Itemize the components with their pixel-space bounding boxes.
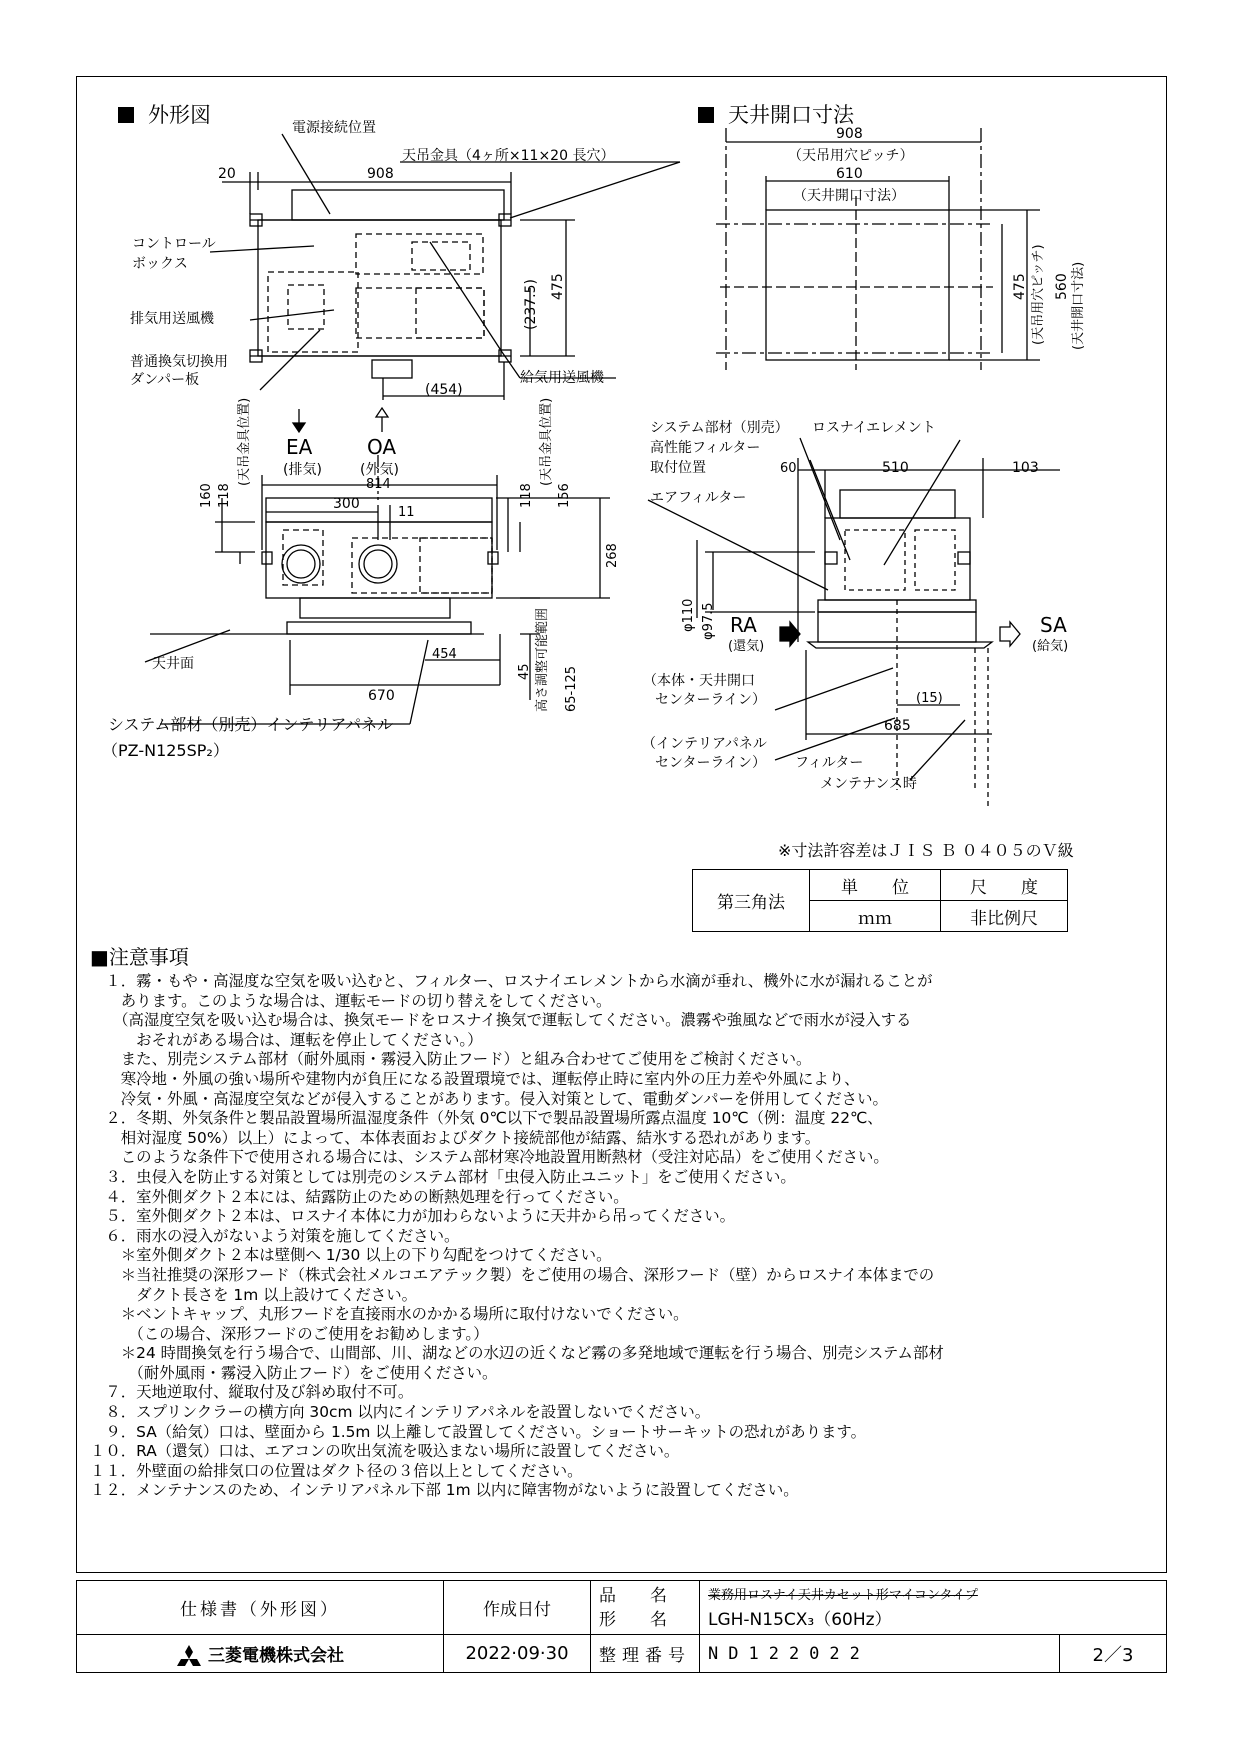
model-number: LGH-N15CX₃（60Hz） (708, 1609, 892, 1630)
outline-section-title: 外形図 (118, 99, 211, 129)
notes-title: ■注意事項 (90, 945, 189, 969)
ceiling-opening-section-title: 天井開口寸法 (698, 99, 854, 129)
dim-300: 300 (333, 496, 360, 512)
hanger-position-right: (天吊金具位置) (539, 397, 554, 486)
supply-fan-label: 給気用送風機 (520, 370, 604, 386)
company-name: 三菱電機株式会社 (208, 1645, 344, 1666)
ceiling-face-label: 天井面 (152, 656, 194, 672)
note-line: １２．メンテナンスのため、インテリアパネル下部 1m 以内に障害物がないように設置してください。 (90, 1481, 799, 1500)
reference-number-label: 整理番号 (591, 1635, 700, 1673)
note-line: ５．室外側ダクト２本は、ロスナイ本体に力が加わらないように天井から吊ってください。 (90, 1207, 736, 1226)
height-range: 65-125 (564, 665, 579, 712)
note-line: ３．虫侵入を防止する対策としては別売のシステム部材「虫侵入防止ユニット」をご使用ください。 (90, 1167, 796, 1186)
lossnay-element-label: ロスナイエレメント (812, 420, 936, 436)
scale-label: 尺 度 (941, 870, 1068, 901)
exhaust-fan-label: 排気用送風機 (130, 311, 214, 327)
product-name-label: 品 名 (599, 1585, 667, 1606)
note-line: ＊室外側ダクト２本は壁側へ 1/30 以上の下り勾配をつけてください。 (90, 1246, 612, 1265)
note-line: ＊24 時間換気を行う場合で、山間部、川、湖などの水辺の近くなど霧の多発地域で運転を行う場合、別売システム部材 (90, 1344, 944, 1363)
unit-value: ｍｍ (810, 901, 941, 932)
note-line: 冷気・外風・高湿度空気などが侵入することがあります。侵入対策として、電動ダンパーを併用してください。 (90, 1089, 888, 1108)
note-line: （この場合、深形フードのご使用をお勧めします。） (90, 1324, 489, 1343)
dim-160: 160 (199, 483, 214, 508)
ea-label: EA (286, 435, 313, 459)
opening-pitch-v: (天吊用穴ピッチ) (1031, 244, 1046, 345)
notes-list (90, 972, 1160, 1501)
filter-maint-label-2: メンテナンス時 (820, 776, 917, 792)
dim-11: 11 (398, 505, 415, 520)
unit-label: 単 位 (810, 870, 941, 901)
note-line: このような条件下で使用される場合には、システム部材寒冷地設置用断熱材（受注対応品）をご使用ください。 (90, 1148, 889, 1167)
note-line: おそれがある場合は、運転を停止してください。） (90, 1030, 483, 1049)
dim-685: 685 (884, 718, 911, 734)
note-line: ７．天地逆取付、縦取付及び斜め取付不可。 (90, 1383, 414, 1402)
note-line: また、別売システム部材（耐外風雨・霧浸入防止フード）と組み合わせてご使用をご検討ください。 (90, 1050, 812, 1069)
note-line: 寒冷地・外風の強い場所や建物内が負圧になる設置環境では、運転停止時に室内外の圧力差や外風により、 (90, 1069, 860, 1088)
note-line: ダクト長さを 1m 以上設けてください。 (90, 1285, 417, 1304)
air-filter-label: エアフィルター (650, 490, 747, 506)
dim-15: (15) (916, 691, 943, 706)
note-line: ６．雨水の浸入がないよう対策を施してください。 (90, 1226, 460, 1245)
dim-20: 20 (218, 166, 236, 182)
hanger-position-left: (天吊金具位置) (237, 397, 252, 486)
note-line: ＊当社推奨の深形フード（株式会社メルコエアテック製）をご使用の場合、深形フード（壁）からロスナイ本体までの (90, 1265, 935, 1284)
dim-103: 103 (1012, 460, 1039, 476)
note-line: １．霧・もや・高湿度な空気を吸い込むと、フィルター、ロスナイエレメントから水滴が垂れ、機外に水が漏れることが (90, 972, 933, 990)
opening-908: 908 (836, 126, 863, 142)
projection-method: 第三角法 (693, 870, 810, 932)
dim-454-paren: (454) (425, 382, 463, 398)
product-values (700, 1581, 1167, 1635)
dim-814: 814 (366, 477, 391, 492)
scale-value: 非比例尺 (941, 901, 1068, 932)
hanger-label: 天吊金具（4ヶ所×11×20 長穴） (402, 148, 615, 164)
dim-510: 510 (882, 460, 909, 476)
opening-560: 560 (1054, 273, 1070, 300)
product-name: 業務用ロスナイ天井カセット形マイコンタイプ (708, 1587, 978, 1603)
ea-sub-label: (排気) (283, 462, 322, 478)
opening-pitch-h: （天吊用穴ピッチ） (788, 148, 914, 164)
note-line: １０．RA（還気）口は、エアコンの吹出気流を吸込まない場所に設置してください。 (90, 1442, 680, 1461)
sa-sub-label: (給気) (1032, 639, 1069, 654)
damper-label-1: 普通換気切換用 (130, 354, 228, 370)
filter-system-label-3: 取付位置 (650, 460, 706, 476)
oa-label: OA (367, 435, 397, 459)
note-line: 相対湿度 50%）以上）によって、本体表面およびダクト接続部他が結露、結氷する恐れがあります。 (90, 1128, 821, 1147)
control-box-label-1: コントロール (132, 236, 216, 252)
dim-908: 908 (367, 166, 394, 182)
dim-60: 60 (780, 461, 797, 476)
filter-system-label-2: 高性能フィルター (650, 440, 761, 456)
note-line: ２．冬期、外気条件と製品設置場所温湿度条件（外気 0℃以下で製品設置場所露点温度 10℃（例：温度 22℃、 (90, 1109, 883, 1128)
ra-label: RA (730, 613, 757, 637)
center-panel-label-2: センターライン） (655, 755, 767, 771)
note-line: ＊ベントキャップ、丸形フードを直接雨水のかかる場所に取付けないでください。 (90, 1305, 689, 1324)
diameter-110: φ110 (681, 598, 696, 632)
note-line: １１．外壁面の給排気口の位置はダクト径の３倍以上としてください。 (90, 1461, 583, 1480)
mitsubishi-logo-icon (176, 1645, 202, 1667)
sa-label: SA (1040, 613, 1067, 637)
model-label: 形 名 (599, 1609, 667, 1630)
control-box-label-2: ボックス (132, 256, 188, 272)
opening-size-h: （天井開口寸法） (793, 188, 905, 204)
page-number: 2／3 (1060, 1635, 1167, 1673)
created-date: 2022·09·30 (444, 1635, 591, 1673)
center-panel-label-1: （インテリアパネル (642, 736, 767, 752)
center-body-label-1: （本体・天井開口 (643, 673, 755, 689)
created-date-label: 作成日付 (444, 1581, 591, 1635)
diameter-97-5: φ97.5 (701, 602, 716, 640)
dim-45: 45 (517, 663, 532, 680)
filter-maint-label-1: フィルター (795, 755, 864, 771)
title-block (76, 1580, 1167, 1673)
tolerance-note: ※寸法許容差はＪＩＳ Ｂ ０４０５のＶ級 (778, 841, 1074, 860)
document-number: ND122022 (700, 1635, 1060, 1673)
oa-sub-label: (外気) (360, 462, 399, 478)
note-line: ９．SA（給気）口は、壁面から 1.5m 以上離して設置してください。ショートサーキットの恐れがあります。 (90, 1422, 866, 1441)
caution-notes (90, 944, 1160, 1501)
projection-table (692, 869, 1068, 932)
note-line: あります。このような場合は、運転モードの切り替えをしてください。 (90, 991, 612, 1010)
document-title: 仕様書（外形図） (77, 1581, 444, 1635)
company-cell (77, 1635, 444, 1673)
dim-118-right: 118 (519, 483, 534, 508)
dim-268: 268 (605, 543, 620, 568)
dim-454: 454 (432, 647, 457, 662)
note-line: （高湿度空気を吸い込む場合は、換気モードをロスナイ換気で運転してください。濃霧や強風などで雨水が浸入する (90, 1011, 912, 1030)
dim-475: 475 (550, 273, 566, 300)
note-line: （耐外風雨・霧浸入防止フード）をご使用ください。 (90, 1363, 498, 1382)
opening-475: 475 (1012, 273, 1028, 300)
panel-model: （PZ-N125SP₂） (102, 741, 229, 760)
damper-label-2: ダンパー板 (130, 372, 200, 388)
center-body-label-2: センターライン） (655, 692, 767, 708)
dim-118-left: 118 (217, 483, 232, 508)
product-labels (591, 1581, 700, 1635)
note-line: ８．スプリンクラーの横方向 30cm 以内にインテリアパネルを設置しないでください。 (90, 1403, 711, 1422)
dim-670: 670 (368, 688, 395, 704)
ra-sub-label: (還気) (728, 639, 765, 654)
height-adjust-label: 高さ調整可能範囲 (535, 607, 550, 712)
dim-156: 156 (557, 483, 572, 508)
opening-610: 610 (836, 166, 863, 182)
ceiling-opening-view (716, 128, 1040, 370)
opening-size-v: (天井開口寸法) (1071, 261, 1086, 350)
dim-237-5: (237.5) (523, 278, 539, 330)
filter-system-label-1: システム部材（別売） (650, 420, 789, 436)
note-line: ４．室外側ダクト２本には、結露防止のための断熱処理を行ってください。 (90, 1187, 629, 1206)
power-connection-label: 電源接続位置 (292, 120, 376, 136)
panel-label: システム部材（別売）インテリアパネル (108, 715, 394, 734)
